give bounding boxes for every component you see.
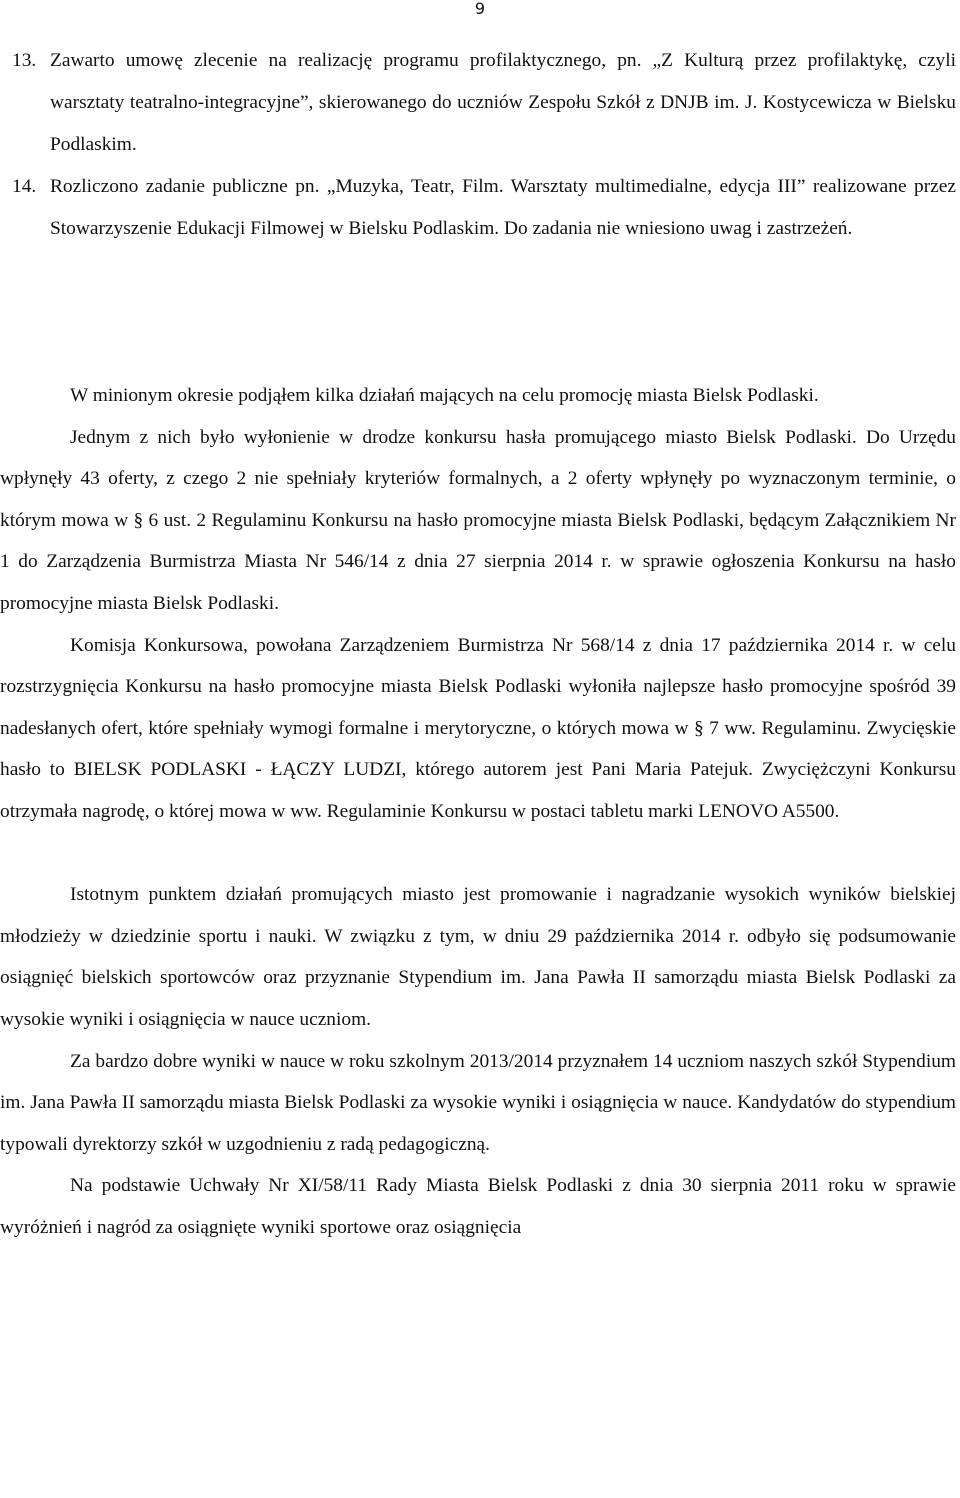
numbered-list (12, 40, 956, 250)
paragraph: Na podstawie Uchwały Nr XI/58/11 Rady Miasta Bielsk Podlaski z dnia 30 sierpnia 2011 roku w sprawie wyróżnień i nagród za osiągnięte wyniki sportowe oraz osiągnięcia (0, 1175, 956, 1238)
paragraph: Komisja Konkursowa, powołana Zarządzeniem Burmistrza Nr 568/14 z dnia 17 października 2014 r. w celu rozstrzygnięcia Konkursu na hasło promocyjne miasta Bielsk Podlaski wyłoniła najlepsze hasło promocyjne spośród 39 nadesłanych ofert, które spełniały wymogi formalne i merytoryczne, o których mowa w § 7 ww. Regulaminu. Zwycięskie hasło to BIELSK PODLASKI - ŁĄCZY LUDZI, którego autorem jest Pani Maria Patejuk. Zwyciężczyni Konkursu otrzymała nagrodę, o której mowa w ww. Regulaminie Konkursu w postaci tabletu marki LENOVO A5500. (0, 634, 956, 822)
paragraph: Za bardzo dobre wyniki w nauce w roku szkolnym 2013/2014 przyznałem 14 uczniom naszych szkół Stypendium im. Jana Pawła II samorządu miasta Bielsk Podlaski za wysokie wyniki i osiągnięcia w nauce. Kandydatów do stypendium typowali dyrektorzy szkół w uzgodnieniu z radą pedagogiczną. (0, 1050, 956, 1155)
list-item-number: 13. (12, 50, 37, 71)
list-item-text: Zawarto umowę zlecenie na realizację programu profilaktycznego, pn. „Z Kulturą przez profilaktykę, czyli warsztaty teatralno-integracyjne”, skierowanego do uczniów Zespołu Szkół z DNJB im. J. Kostycewicza w Bielsku Podlaskim. (50, 50, 956, 155)
page-number: 9 (474, 0, 486, 18)
list-item-number: 14. (12, 176, 37, 197)
list-item-text: Rozliczono zadanie publiczne pn. „Muzyka, Teatr, Film. Warsztaty multimedialne, edycja III” realizowane przez Stowarzyszenie Edukacji Filmowej w Bielsku Podlaskim. Do zadania nie wniesiono uwag i zastrzeżeń. (50, 176, 956, 239)
scholarship-section (0, 874, 956, 1248)
paragraph: Jednym z nich było wyłonienie w drodze konkursu hasła promującego miasto Bielsk Podlaski. Do Urzędu wpłynęły 43 oferty, z czego 2 nie spełniały kryteriów formalnych, a 2 oferty wpłynęły po wyznaczonym terminie, o którym mowa w § 6 ust. 2 Regulaminu Konkursu na hasło promocyjne miasta Bielsk Podlaski, będącym Załącznikiem Nr 1 do Zarządzenia Burmistrza Miasta Nr 546/14 z dnia 27 sierpnia 2014 r. w sprawie ogłoszenia Konkursu na hasło promocyjne miasta Bielsk Podlaski. (0, 426, 956, 614)
list-item (12, 40, 956, 166)
paragraph: Istotnym punktem działań promujących miasto jest promowanie i nagradzanie wysokich wyników bielskiej młodzieży w dziedzinie sportu i nauki. W związku z tym, w dniu 29 października 2014 r. odbyło się podsumowanie osiągnięć bielskich sportowców oraz przyznanie Stypendium im. Jana Pawła II samorządu miasta Bielsk Podlaski za wysokie wyniki i osiągnięcia w nauce uczniom. (0, 884, 956, 1030)
promotion-section (0, 375, 956, 833)
list-item (12, 166, 956, 250)
paragraph: W minionym okresie podjąłem kilka działań mających na celu promocję miasta Bielsk Podlaski. (70, 385, 819, 406)
document-body (0, 375, 956, 1248)
